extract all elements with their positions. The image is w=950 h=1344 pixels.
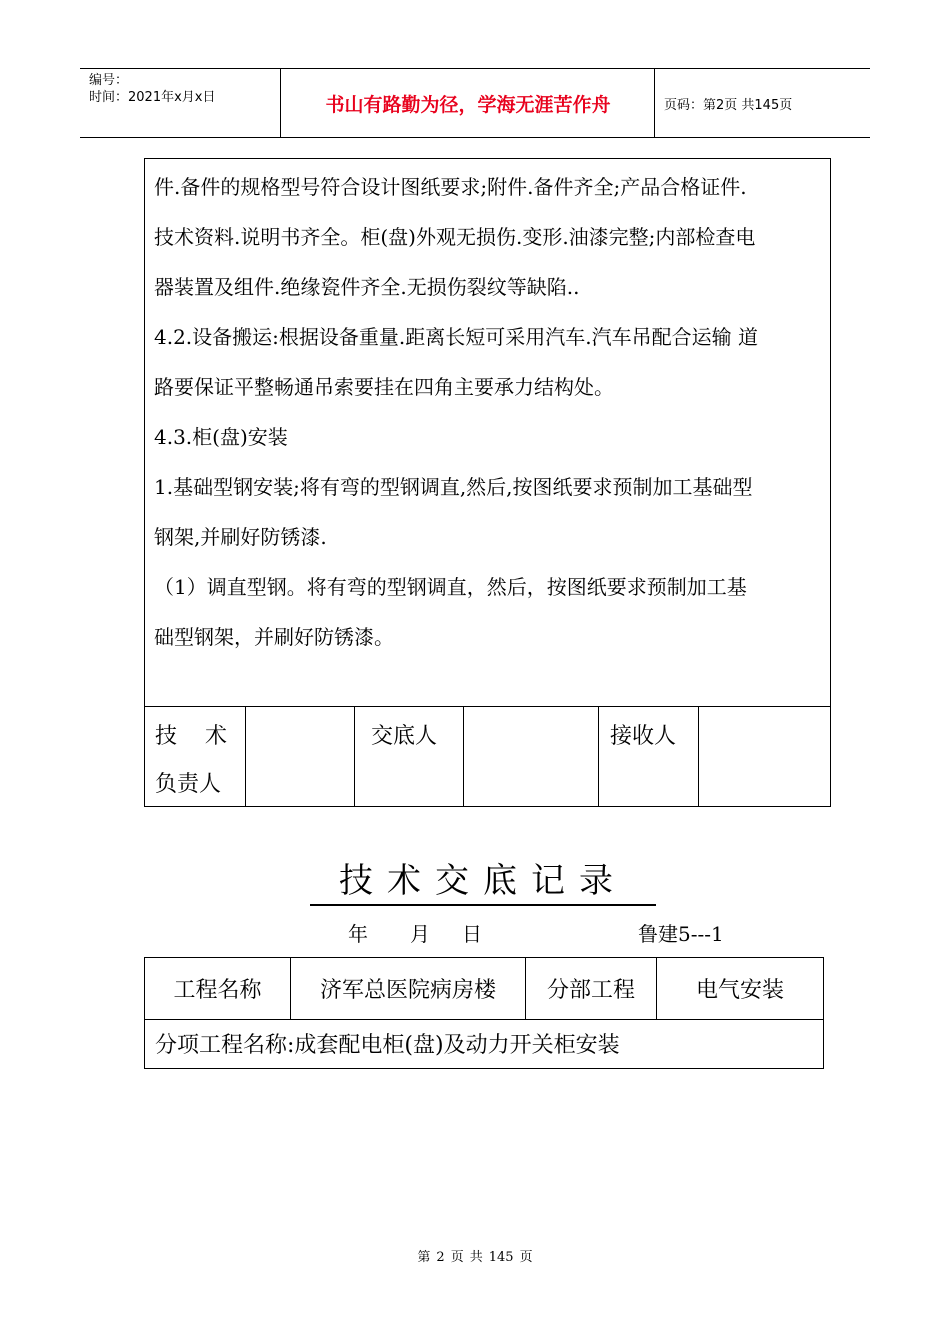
footer-text-b: 页	[450, 1250, 464, 1265]
record-code: 鲁建5---1	[638, 922, 724, 946]
footer-total-pages: 145	[488, 1250, 514, 1265]
date-month: 月	[410, 922, 430, 946]
project-row	[145, 958, 823, 1020]
body-line: 1.基础型钢安装;将有弯的型钢调直,然后,按图纸要求预制加工基础型	[154, 475, 753, 499]
header-motto-cell	[282, 69, 655, 137]
discloser-label: 交底人	[371, 724, 438, 749]
tech-lead-label-a: 技	[155, 724, 178, 749]
footer-text-c: 共	[469, 1250, 483, 1265]
division-label: 分部工程	[526, 958, 657, 1019]
header-motto: 书山有路勤为径，学海无涯苦作舟	[325, 93, 611, 116]
discloser-sign-cell	[463, 707, 599, 806]
tech-lead-label-b: 术	[205, 724, 228, 749]
body-line: 路要保证平整畅通吊索要挂在四角主要承力结构处。	[154, 375, 614, 399]
footer-text-d: 页	[519, 1250, 533, 1265]
date-day: 日	[462, 922, 482, 946]
content-box	[144, 158, 831, 706]
subitem-name: 分项工程名称:成套配电柜(盘)及动力开关柜安装	[155, 1033, 620, 1058]
signature-row	[144, 706, 831, 807]
header-meta	[80, 69, 281, 137]
record-title: 技术交底记录	[310, 858, 656, 906]
body-line: 4.2.设备搬运:根据设备重量.距离长短可采用汽车.汽车吊配合运输 道	[154, 325, 758, 349]
header-page-info: 页码：第2页 共145页	[664, 97, 793, 113]
number-label: 编号：	[89, 73, 129, 88]
project-name-value: 济军总医院病房楼	[291, 958, 526, 1019]
division-value: 电气安装	[695, 978, 784, 1003]
tech-lead-sign-cell	[245, 707, 355, 806]
receiver-label: 接收人	[610, 724, 677, 749]
date-year: 年	[348, 922, 368, 946]
body-line: 技术资料.说明书齐全。柜(盘)外观无损伤.变形.油漆完整;内部检查电	[154, 225, 756, 249]
footer-page-number: 2	[436, 1250, 445, 1265]
page-header	[80, 68, 870, 138]
discloser-label-cell	[354, 707, 464, 806]
tech-lead-label-c: 负责人	[155, 772, 222, 797]
receiver-label-cell	[598, 707, 699, 806]
body-line: 4.3.柜(盘)安装	[154, 425, 288, 449]
body-line: 器装置及组件.绝缘瓷件齐全.无损伤裂纹等缺陷..	[154, 275, 580, 299]
body-line: 础型钢架，并刷好防锈漆。	[154, 625, 394, 649]
receiver-sign-cell	[698, 707, 831, 806]
record-date	[348, 918, 482, 947]
body-line: 钢架,并刷好防锈漆.	[154, 525, 327, 549]
time-label: 时间：2021年x月x日	[89, 90, 216, 105]
footer-text-a: 第	[417, 1250, 431, 1265]
page-footer	[0, 1246, 950, 1265]
project-name-label: 工程名称	[145, 958, 291, 1019]
body-line: 件.备件的规格型号符合设计图纸要求;附件.备件齐全;产品合格证件.	[154, 175, 747, 199]
project-table	[144, 957, 824, 1069]
body-line: （1）调直型钢。将有弯的型钢调直，然后，按图纸要求预制加工基	[154, 575, 747, 599]
tech-lead-label-cell	[145, 707, 246, 806]
